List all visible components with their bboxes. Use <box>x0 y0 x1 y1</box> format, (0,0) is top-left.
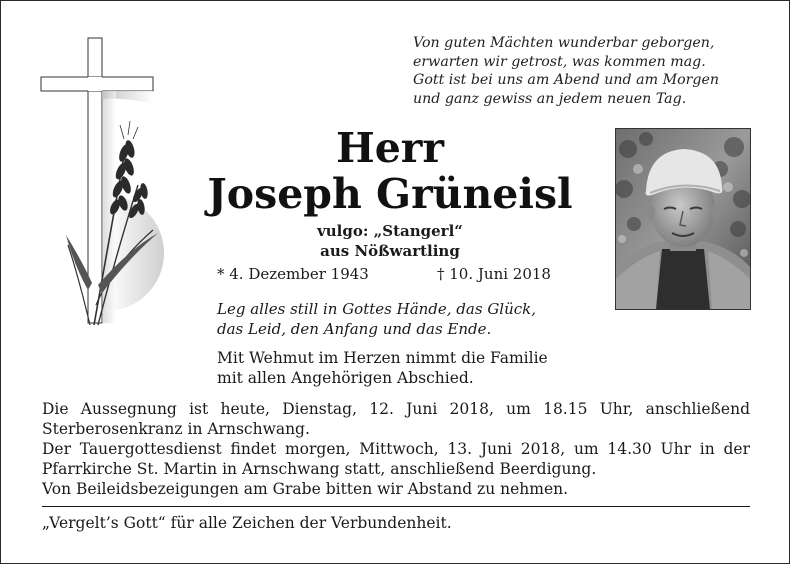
divider <box>42 506 750 507</box>
cross-wheat-icon <box>38 35 168 335</box>
detail-line: Der Tauergottesdienst findet morgen, Mittwoch, 13. Juni 2018, um 14.30 Uhr in der <box>42 440 750 458</box>
motto-line: und ganz gewiss an jedem neuen Tag. <box>413 90 687 107</box>
funeral-details <box>42 399 750 499</box>
detail-line: Sterberosenkranz in Arnschwang. <box>42 420 310 438</box>
portrait-photo <box>615 128 751 310</box>
verse-line: das Leid, den Anfang und das Ende. <box>217 320 492 338</box>
family-farewell <box>217 348 597 388</box>
farewell-line: Mit Wehmut im Herzen nimmt die Familie <box>217 349 548 367</box>
salutation: Herr <box>335 124 445 172</box>
memorial-verse <box>217 299 587 339</box>
hometown: aus Nößwartling <box>320 242 460 260</box>
thanks-line: „Vergelt’s Gott“ für alle Zeichen der Verbundenheit. <box>42 514 452 532</box>
detail-line: Die Aussegnung ist heute, Dienstag, 12. Juni 2018, um 18.15 Uhr, anschließend <box>42 400 750 418</box>
farewell-line: mit allen Angehörigen Abschied. <box>217 369 474 387</box>
detail-line: Pfarrkirche St. Martin in Arnschwang statt, anschließend Beerdigung. <box>42 460 597 478</box>
detail-line: Von Beileidsbezeigungen am Grabe bitten wir Abstand zu nehmen. <box>42 480 569 498</box>
deceased-name: Joseph Grüneisl <box>207 170 573 218</box>
portrait-illustration <box>616 129 750 309</box>
death-date: † 10. Juni 2018 <box>437 265 551 283</box>
nickname: vulgo: „Stangerl“ <box>317 222 463 240</box>
birth-date: * 4. Dezember 1943 <box>217 265 369 283</box>
verse-line: Leg alles still in Gottes Hände, das Glück, <box>217 300 537 318</box>
motto-line: Gott ist bei uns am Abend und am Morgen <box>413 72 720 88</box>
motto-line: erwarten wir getrost, was kommen mag. <box>413 53 706 70</box>
motto-line: Von guten Mächten wunderbar geborgen, <box>413 35 715 51</box>
motto-verse <box>413 34 758 108</box>
